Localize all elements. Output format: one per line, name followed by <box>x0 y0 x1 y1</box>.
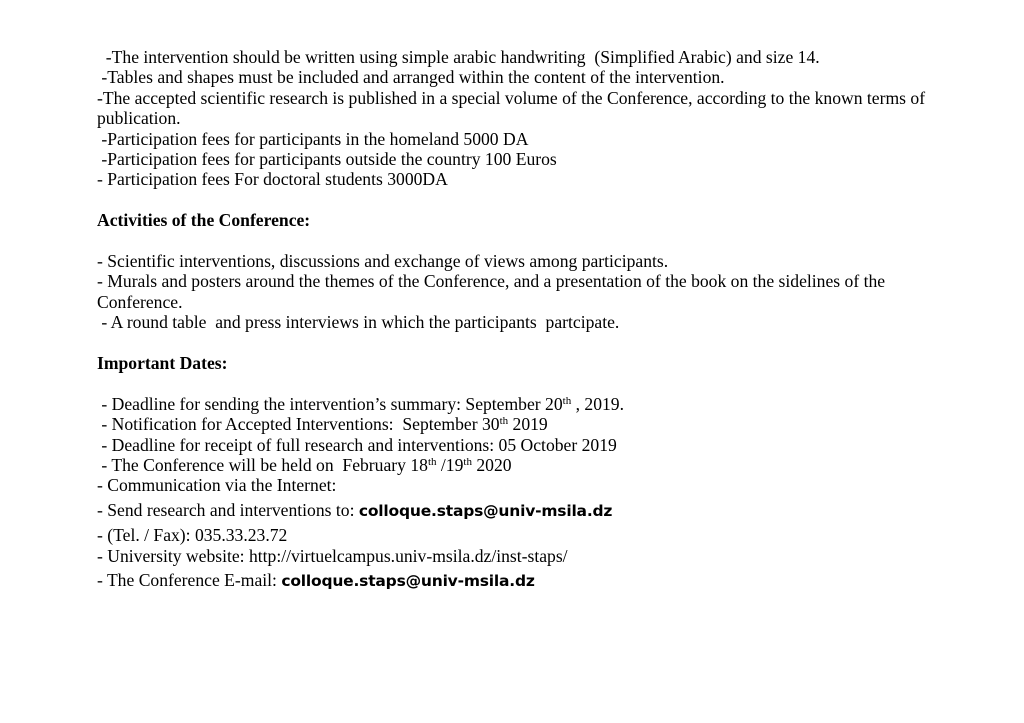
requirement-simplified-arabic: -The intervention should be written using simple arabic handwriting (Simplified Arabic) and size 14. <box>97 47 820 67</box>
date-conference-held: - The Conference will be held on February 18th /19th 2020 <box>97 455 512 476</box>
date-notification: - Notification for Accepted Interventions: September 30th 2019 <box>97 414 548 435</box>
tel-fax-line: - (Tel. / Fax): 035.33.23.72 <box>97 525 288 546</box>
date-summary-deadline: - Deadline for sending the intervention’s summary: September 20th , 2019. <box>97 393 624 414</box>
conference-email-line: - The Conference E-mail: colloque.staps@univ-msila.dz <box>97 570 535 591</box>
important-dates-heading: Important Dates: <box>97 353 228 374</box>
requirement-tables-shapes: -Tables and shapes must be included and arranged within the content of the intervention. <box>97 67 725 88</box>
activity-murals-posters: - Murals and posters around the themes of the Conference, and a presentation of the book on the sidelines of the Conference. <box>97 271 886 312</box>
communication-internet: - Communication via the Internet: <box>97 475 337 496</box>
activity-interventions: - Scientific interventions, discussions and exchange of views among participants. <box>97 251 669 272</box>
fee-doctoral: - Participation fees For doctoral students 3000DA <box>97 169 448 190</box>
send-research-line: - Send research and interventions to: colloque.staps@univ-msila.dz <box>97 499 613 520</box>
university-website-line[interactable]: - University website: http://virtuelcampus.univ-msila.dz/inst-staps/ <box>97 545 568 566</box>
activities-heading: Activities of the Conference: <box>97 210 311 231</box>
date-full-research-deadline: - Deadline for receipt of full research and interventions: 05 October 2019 <box>97 434 617 455</box>
send-email-link[interactable]: colloque.staps@univ-msila.dz <box>358 501 613 520</box>
fee-homeland: -Participation fees for participants in the homeland 5000 DA <box>97 128 529 149</box>
requirement-publication: -The accepted scientific research is published in a special volume of the Conference, according to the known terms of publication. <box>97 87 926 129</box>
document-page <box>97 47 957 592</box>
activity-round-table: - A round table and press interviews in which the participants partcipate. <box>97 312 620 333</box>
conference-email-link[interactable]: colloque.staps@univ-msila.dz <box>281 572 535 591</box>
fee-abroad: -Participation fees for participants outside the country 100 Euros <box>97 149 557 170</box>
